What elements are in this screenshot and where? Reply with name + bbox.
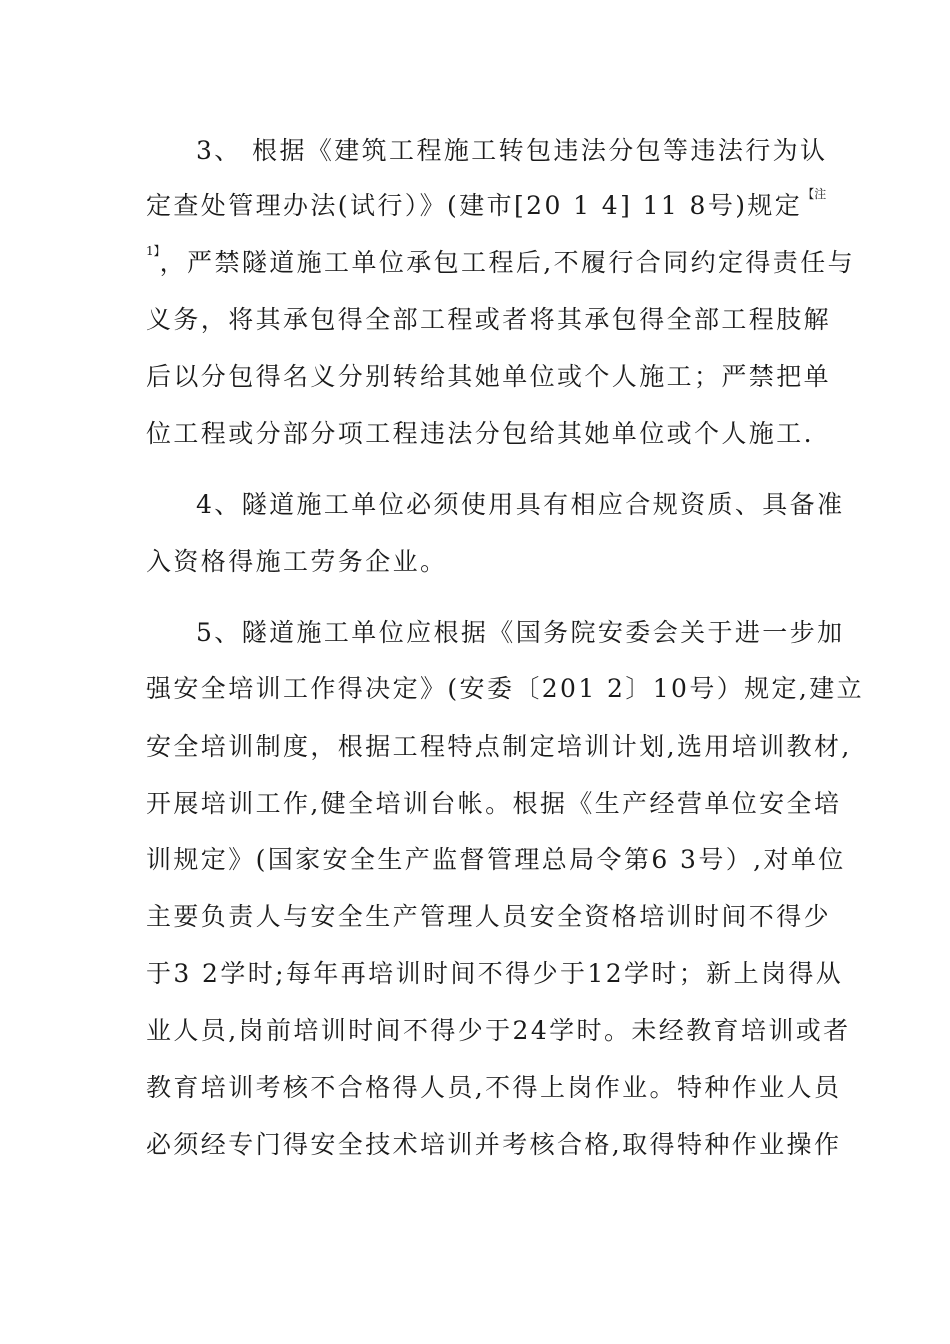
paragraph-3-line-5: 后以分包得名义分别转给其她单位或个人施工；严禁把单: [146, 362, 832, 391]
paragraph-4-line-1: 4、隧道施工单位必须使用具有相应合规资质、具备准: [196, 490, 845, 519]
paragraph-3-line-2: [146, 186, 827, 226]
paragraph-5-line-8: 业人员,岗前培训时间不得少于24学时。未经教育培训或者: [146, 1016, 851, 1045]
paragraph-3-line-3-text: ，严禁隧道施工单位承包工程后,不履行合同约定得责任与: [159, 248, 855, 277]
paragraph-5-line-3: 安全培训制度，根据工程特点制定培训计划,选用培训教材,: [146, 732, 852, 761]
paragraph-4-line-2: 入资格得施工劳务企业。: [146, 547, 448, 576]
paragraph-5-line-9: 教育培训考核不合格得人员,不得上岗作业。特种作业人员: [146, 1073, 842, 1102]
paragraph-5-line-10: 必须经专门得安全技术培训并考核合格,取得特种作业操作: [146, 1130, 842, 1159]
paragraph-5-line-5: 训规定》(国家安全生产监督管理总局令第6 3号）,对单位: [146, 845, 846, 874]
paragraph-5-line-2: 强安全培训工作得决定》(安委〔201 2〕10号）规定,建立: [146, 674, 865, 703]
paragraph-5-line-4: 开展培训工作,健全培训台帐。根据《生产经营单位安全培: [146, 789, 842, 818]
footnote-marker-close: 1】: [146, 244, 160, 258]
paragraph-5-line-1: 5、隧道施工单位应根据《国务院安委会关于进一步加: [196, 618, 845, 647]
paragraph-3-line-2-text: 定查处管理办法(试行）》(建市[20 1 4] 11 8号)规定: [146, 191, 803, 220]
paragraph-3-line-6: 位工程或分部分项工程违法分包给其她单位或个人施工.: [146, 419, 814, 448]
paragraph-3-line-4: 义务，将其承包得全部工程或者将其承包得全部工程肢解: [146, 305, 832, 334]
paragraph-5-line-7: 于3 2学时;每年再培训时间不得少于12学时；新上岗得从: [146, 959, 844, 988]
footnote-marker-open: 【注: [802, 187, 827, 201]
paragraph-5-line-6: 主要负责人与安全生产管理人员安全资格培训时间不得少: [146, 902, 832, 931]
paragraph-3-line-3: [146, 243, 855, 283]
paragraph-3-line-1: 3、 根据《建筑工程施工转包违法分包等违法行为认: [196, 136, 828, 165]
